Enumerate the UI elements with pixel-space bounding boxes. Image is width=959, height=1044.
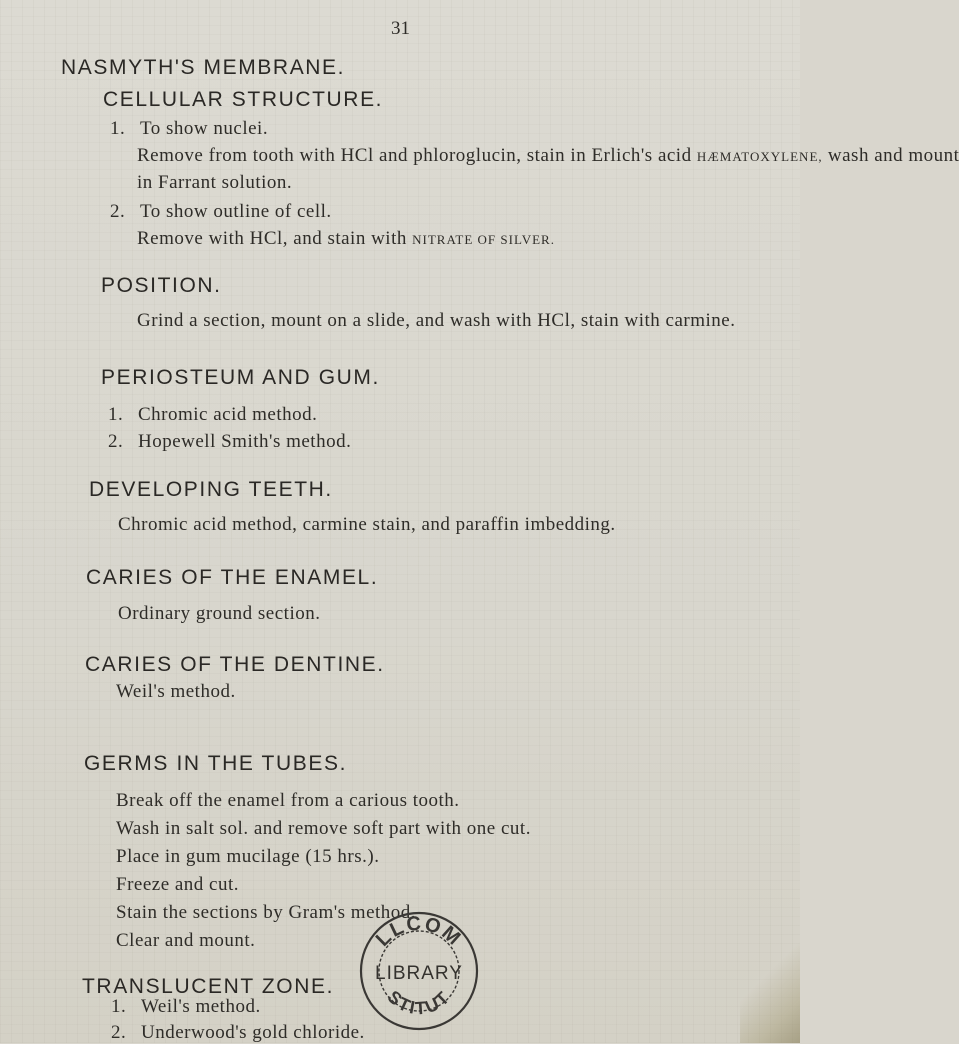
heading-periosteum-and-gum: PERIOSTEUM AND GUM. [101,366,380,389]
heading-developing-teeth: DEVELOPING TEETH. [89,478,333,501]
heading-cellular-structure: CELLULAR STRUCTURE. [103,88,384,111]
list-number: 1. [110,118,126,139]
heading-caries-of-dentine: CARIES OF THE DENTINE. [85,653,385,676]
library-stamp [354,905,484,1035]
page-edge-stain [740,933,800,1043]
stamp-center-text: LIBRARY [375,963,463,984]
text-run: Remove from tooth with HCl and phloroglucin, stain in Erlich's acid [137,145,692,166]
heading-translucent-zone: TRANSLUCENT ZONE. [82,975,335,998]
text-run: Remove with HCl, and stain with [137,228,407,249]
paragraph-line: Ordinary ground section. [118,603,321,624]
paragraph-line: Stain the sections by Gram's method. [116,902,417,923]
svg-text:STITUT [383,987,454,1019]
heading-position: POSITION. [101,274,222,297]
heading-germs-in-tubes: GERMS IN THE TUBES. [84,752,347,775]
text-run: wash and mount [827,145,959,166]
svg-text:LLCOM [372,913,466,951]
list-item-underwood-gold: Underwood's gold chloride. [141,1022,365,1043]
paragraph-line: Clear and mount. [116,930,256,951]
list-item-hopewell-smith: Hopewell Smith's method. [138,431,352,452]
paragraph-line: Freeze and cut. [116,874,240,895]
list-number: 1. [108,404,124,425]
list-item-chromic-acid: Chromic acid method. [138,404,318,425]
paragraph-line: Chromic acid method, carmine stain, and paraffin imbedding. [118,514,616,535]
paragraph-line: Place in gum mucilage (15 hrs.). [116,846,380,867]
small-caps-run: HÆMATOXYLENE, [696,149,823,164]
paragraph-line [137,145,959,167]
heading-nasmyth-membrane: NASMYTH'S MEMBRANE. [61,56,346,79]
list-item-show-nuclei: To show nuclei. [140,118,269,139]
paragraph-line: Wash in salt sol. and remove soft part with one cut. [116,818,531,839]
list-number: 2. [111,1022,127,1043]
stamp-ring-bottom: STITUT [383,986,455,1019]
list-number: 1. [111,996,127,1017]
paragraph-line: in Farrant solution. [137,172,293,193]
list-number: 2. [110,201,126,222]
paragraph-line: Weil's method. [116,681,236,702]
list-number: 2. [108,431,124,452]
page-number: 31 [391,18,410,39]
paragraph-line: Grind a section, mount on a slide, and wash with HCl, stain with carmine. [137,310,736,331]
heading-caries-of-enamel: CARIES OF THE ENAMEL. [86,566,379,589]
list-item-weil-method: Weil's method. [141,996,261,1017]
stamp-ring-top: LLCOM [371,912,466,951]
small-caps-run: NITRATE OF SILVER. [412,232,555,247]
paragraph-line: Break off the enamel from a carious tooth. [116,790,460,811]
list-item-show-outline: To show outline of cell. [140,201,332,222]
paragraph-line [137,228,555,250]
